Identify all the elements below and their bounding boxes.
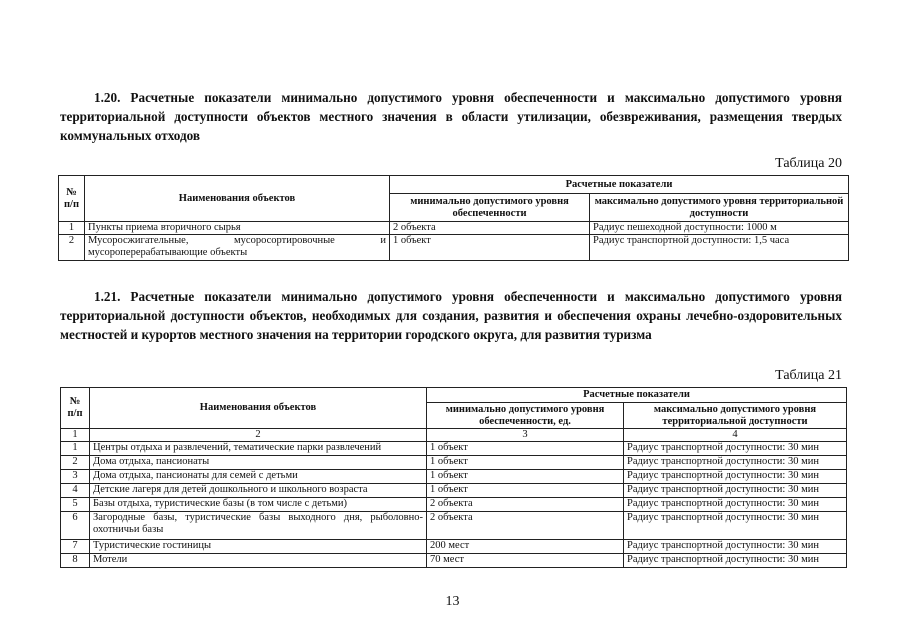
- row-num: 6: [61, 512, 90, 540]
- row-min: 1 объект: [390, 235, 590, 261]
- row-name: Базы отдыха, туристические базы (в том числе с детьми): [90, 498, 427, 512]
- col-min-header: минимально допустимого уровня обеспеченности, ед.: [427, 403, 624, 429]
- table-row: [61, 540, 847, 554]
- row-min: 200 мест: [427, 540, 624, 554]
- row-min: 2 объекта: [427, 498, 624, 512]
- row-name: Пункты приема вторичного сырья: [85, 222, 390, 235]
- table-row: [61, 442, 847, 456]
- table-row: [59, 235, 849, 261]
- row-max: Радиус пешеходной доступности: 1000 м: [590, 222, 849, 235]
- table-21: [60, 387, 847, 568]
- table-row: [61, 498, 847, 512]
- row-max: Радиус транспортной доступности: 30 мин: [624, 554, 847, 568]
- row-max: Радиус транспортной доступности: 30 мин: [624, 498, 847, 512]
- row-num: 1: [61, 442, 90, 456]
- row-name: Мотели: [90, 554, 427, 568]
- row-name: Центры отдыха и развлечений, тематические парки развлечений: [90, 442, 427, 456]
- table-row: [59, 222, 849, 235]
- row-max: Радиус транспортной доступности: 30 мин: [624, 456, 847, 470]
- col-num-header: № п/п: [59, 176, 85, 222]
- row-min: 70 мест: [427, 554, 624, 568]
- section-21-heading: 1.21. Расчетные показатели минимально допустимого уровня обеспеченности и максимально допустимого уровня территориальной доступности объектов, необходимых для создания, развития и обеспечения охраны лечебно-оздоровительных местностей и курортов местного значения на территории городского округа, для развития туризма: [60, 289, 842, 342]
- row-min: 2 объекта: [427, 512, 624, 540]
- row-num: 8: [61, 554, 90, 568]
- table-21-caption: Таблица 21: [775, 368, 842, 383]
- col-max-header: максимально допустимого уровня территориальной доступности: [590, 194, 849, 222]
- table-row: [61, 484, 847, 498]
- section-20-heading: 1.20. Расчетные показатели минимально допустимого уровня обеспеченности и максимально допустимого уровня территориальной доступности объектов местного значения в области утилизации, обезвреживания, размещения твердых коммунальных отходов: [60, 90, 842, 143]
- table-row: [61, 456, 847, 470]
- row-max: Радиус транспортной доступности: 30 мин: [624, 442, 847, 456]
- table-20-caption: Таблица 20: [775, 156, 842, 171]
- row-max: Радиус транспортной доступности: 30 мин: [624, 470, 847, 484]
- row-num: 2: [61, 456, 90, 470]
- col-group-header: Расчетные показатели: [390, 176, 849, 194]
- col-min-header: минимально допустимого уровня обеспеченности: [390, 194, 590, 222]
- col-name-header: Наименования объектов: [90, 388, 427, 429]
- row-min: 1 объект: [427, 456, 624, 470]
- row-name: Детские лагеря для детей дошкольного и школьного возраста: [90, 484, 427, 498]
- row-num: 4: [61, 484, 90, 498]
- table-20: [58, 175, 849, 261]
- table-row: [61, 512, 847, 540]
- row-max: Радиус транспортной доступности: 30 мин: [624, 484, 847, 498]
- row-max: Радиус транспортной доступности: 1,5 часа: [590, 235, 849, 261]
- table-row: [61, 470, 847, 484]
- row-name: Туристические гостиницы: [90, 540, 427, 554]
- index-row: [61, 429, 847, 442]
- row-name: Загородные базы, туристические базы выходного дня, рыболовно-охотничьи базы: [90, 512, 427, 540]
- index-cell: 3: [427, 429, 624, 442]
- row-min: 1 объект: [427, 484, 624, 498]
- row-num: 2: [59, 235, 85, 261]
- row-min: 2 объекта: [390, 222, 590, 235]
- row-num: 7: [61, 540, 90, 554]
- table-row: [61, 554, 847, 568]
- index-cell: 2: [90, 429, 427, 442]
- row-max: Радиус транспортной доступности: 30 мин: [624, 540, 847, 554]
- row-min: 1 объект: [427, 442, 624, 456]
- page-number: 13: [445, 594, 460, 609]
- row-num: 5: [61, 498, 90, 512]
- row-name: Дома отдыха, пансионаты: [90, 456, 427, 470]
- row-name: Мусоросжигательные, мусоросортировочные и мусороперерабатывающие объекты: [85, 235, 390, 261]
- index-cell: 1: [61, 429, 90, 442]
- row-max: Радиус транспортной доступности: 30 мин: [624, 512, 847, 540]
- row-name: Дома отдыха, пансионаты для семей с детьми: [90, 470, 427, 484]
- col-num-header: № п/п: [61, 388, 90, 429]
- index-cell: 4: [624, 429, 847, 442]
- row-num: 1: [59, 222, 85, 235]
- col-group-header: Расчетные показатели: [427, 388, 847, 403]
- col-max-header: максимально допустимого уровня территориальной доступности: [624, 403, 847, 429]
- row-min: 1 объект: [427, 470, 624, 484]
- row-num: 3: [61, 470, 90, 484]
- col-name-header: Наименования объектов: [85, 176, 390, 222]
